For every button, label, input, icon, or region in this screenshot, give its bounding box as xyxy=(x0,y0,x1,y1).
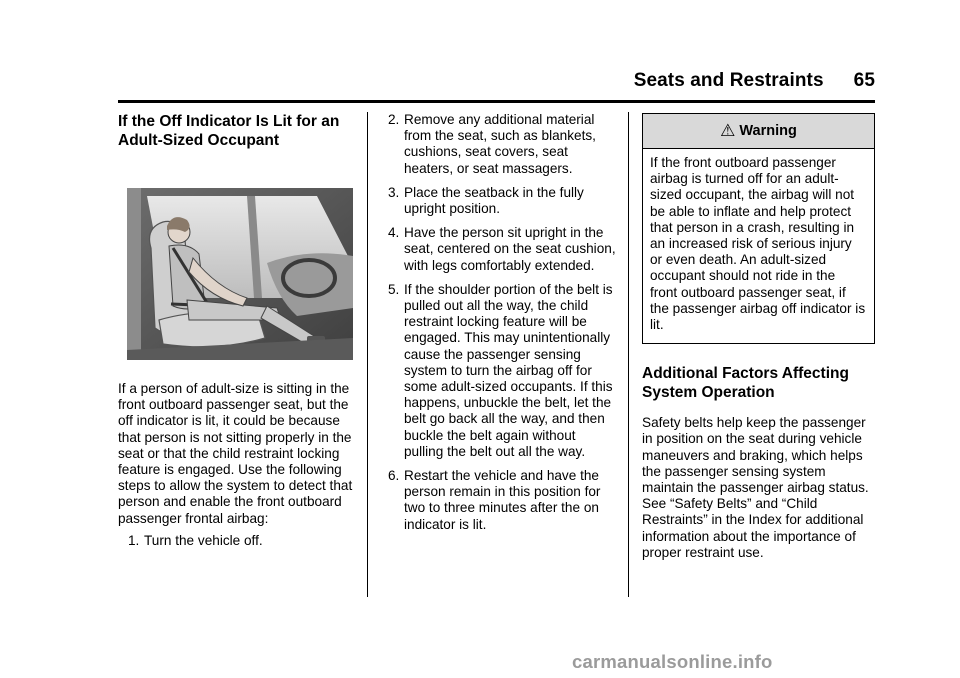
body-text: Safety belts help keep the passenger in position on the seat during vehicle maneuvers and braking, which helps the passenger sensing system maintain the passenger airbag status. See “Safety Belts” and “Child Restraints” in the Index for additional information about the importance of proper restraint use. xyxy=(642,415,869,560)
list-item: 3. Place the seatback in the fully upright position. xyxy=(388,184,584,217)
column-divider xyxy=(367,112,368,597)
list-item: 1. Turn the vehicle off. xyxy=(128,532,263,548)
column-3 xyxy=(642,112,875,561)
seated-passenger-illustration xyxy=(127,188,353,360)
watermark: carmanualsonline.info xyxy=(572,651,773,672)
page-header xyxy=(0,70,875,92)
list-item: 5. If the shoulder portion of the belt is pulled out all the way, the child restraint locking feature will be engaged. This may unintentionally cause the passenger sensing system to turn the airbag off for some adult-sized occupants. If this happens, unbuckle the belt, let the belt go back all the way, and then buckle the belt again without pulling the belt out all the way. xyxy=(388,281,613,459)
warning-text: If the front outboard passenger airbag is turned off for an adult-sized occupant, the airbag will not be able to inflate and help protect that person in a crash, resulting in an increased risk of serious injury or even death. An adult-sized occupant should not ride in the front outboard passenger seat, if the passenger airbag off indicator is lit. xyxy=(650,155,866,333)
list-item: 2. Remove any additional material from the seat, such as blankets, cushions, seat covers, seat heaters, or seat massagers. xyxy=(388,112,596,176)
step-list xyxy=(388,112,618,533)
occupant-illustration xyxy=(127,188,353,360)
warning-title: Warning xyxy=(739,122,797,139)
list-item: 4. Have the person sit upright in the seat, centered on the seat cushion, with legs comfortably extended. xyxy=(388,225,616,273)
page-number: 65 xyxy=(853,70,875,91)
column-1 xyxy=(118,112,354,557)
warning-header xyxy=(643,114,874,149)
section-heading: Additional Factors Affecting System Operation xyxy=(642,365,849,402)
header-rule xyxy=(118,100,875,103)
step-list xyxy=(128,533,354,549)
column-divider xyxy=(628,112,629,597)
list-item: 6. Restart the vehicle and have the person remain in this position for two to three minutes after the on indicator is lit. xyxy=(388,468,601,532)
section-heading: If the Off Indicator Is Lit for an Adult-Sized Occupant xyxy=(118,113,340,149)
warning-triangle-icon: ⚠ xyxy=(720,120,736,140)
column-2 xyxy=(388,112,618,541)
body-text: If a person of adult-size is sitting in the front outboard passenger seat, but the off indicator is lit, it could be because that person is not sitting properly in the seat or that the child restraint locking feature is engaged. Use the following steps to allow the system to detect that person and enable the front outboard passenger frontal airbag: xyxy=(118,381,353,526)
section-title: Seats and Restraints xyxy=(633,70,824,91)
warning-box xyxy=(642,113,875,344)
